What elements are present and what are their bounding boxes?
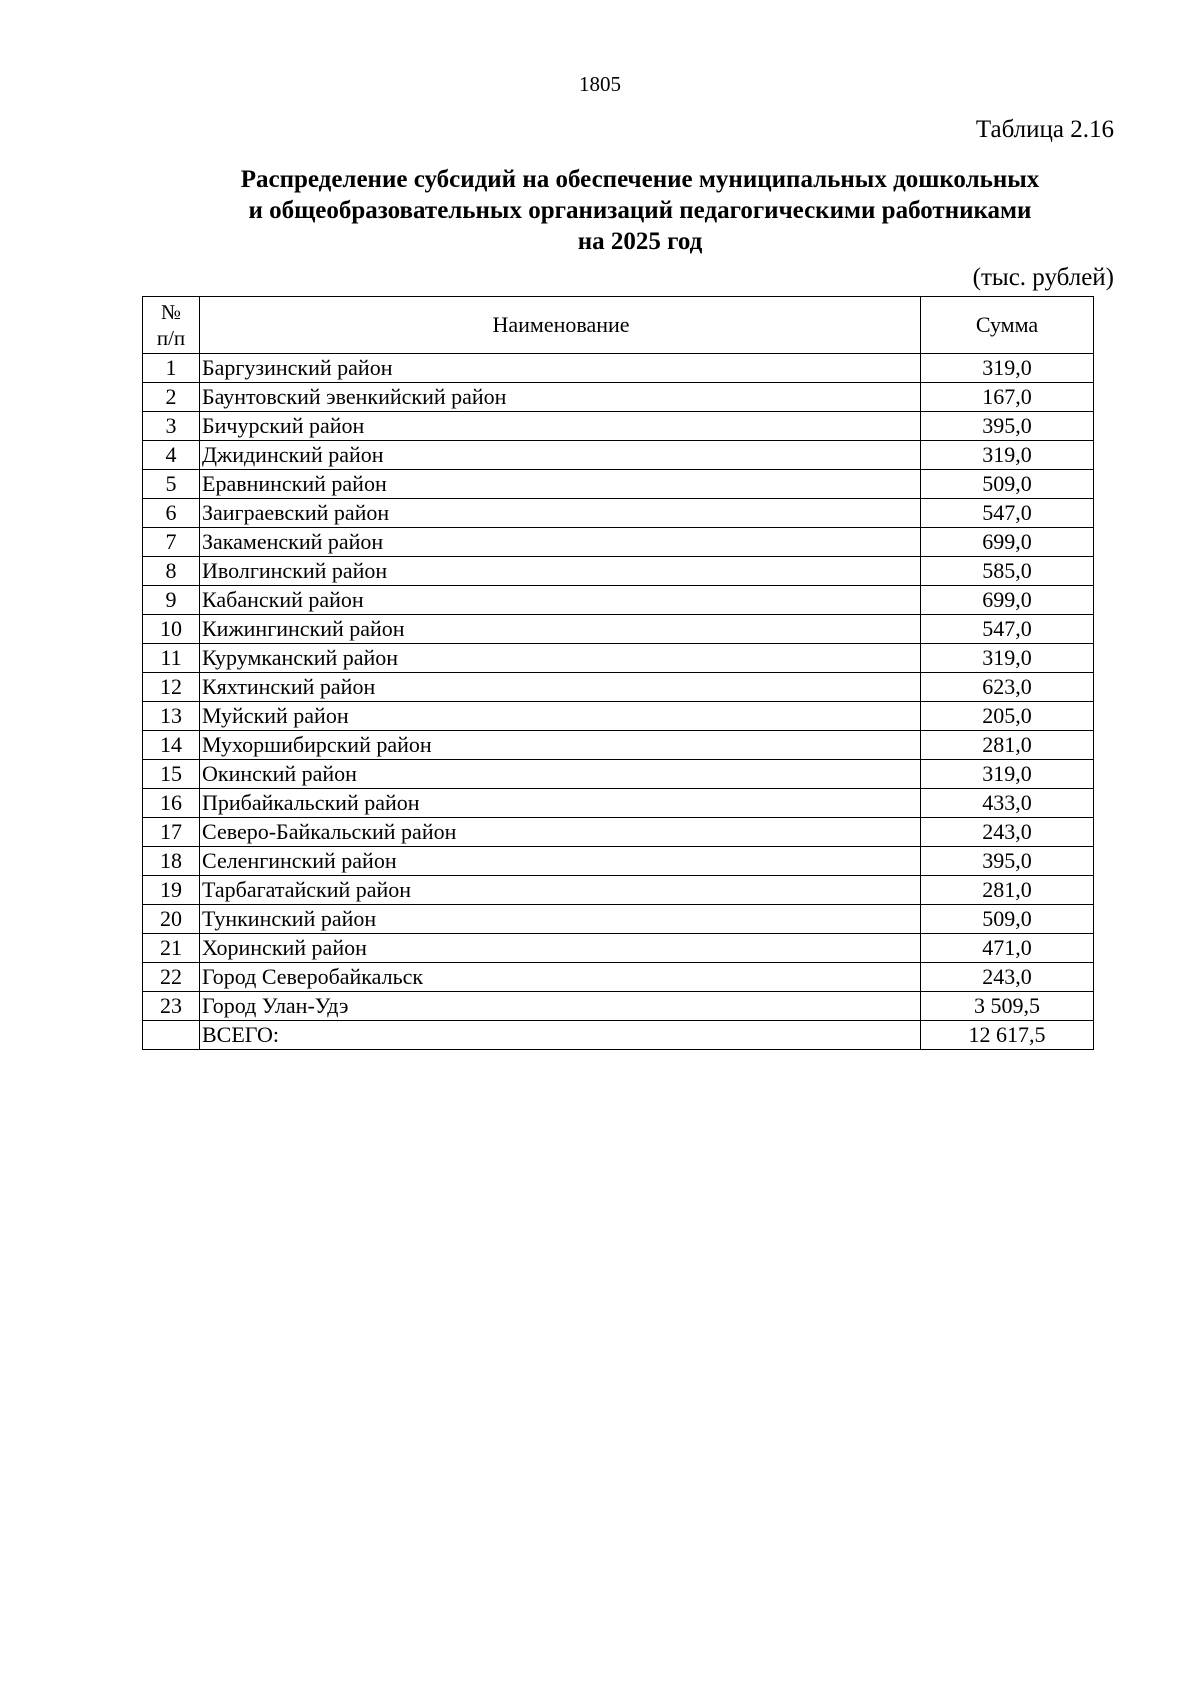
row-sum: 547,0 xyxy=(921,615,1094,644)
row-name: Кяхтинский район xyxy=(200,673,921,702)
row-name: Тункинский район xyxy=(200,905,921,934)
header-sum: Сумма xyxy=(921,297,1094,354)
title-line: Распределение субсидий на обеспечение муниципальных дошкольных xyxy=(240,166,1040,193)
row-name: Бичурский район xyxy=(200,412,921,441)
row-number: 12 xyxy=(143,673,200,702)
table-row xyxy=(143,760,1094,789)
table-row xyxy=(143,644,1094,673)
row-sum: 509,0 xyxy=(921,470,1094,499)
row-number: 15 xyxy=(143,760,200,789)
row-number: 14 xyxy=(143,731,200,760)
table-row xyxy=(143,963,1094,992)
row-number: 11 xyxy=(143,644,200,673)
row-number: 22 xyxy=(143,963,200,992)
row-sum: 281,0 xyxy=(921,731,1094,760)
row-sum: 623,0 xyxy=(921,673,1094,702)
row-name: Прибайкальский район xyxy=(200,789,921,818)
document-title xyxy=(140,164,1140,257)
row-number: 8 xyxy=(143,557,200,586)
row-name: ВСЕГО: xyxy=(200,1021,921,1050)
table-row xyxy=(143,905,1094,934)
table-row xyxy=(143,470,1094,499)
row-number: 20 xyxy=(143,905,200,934)
row-number: 13 xyxy=(143,702,200,731)
table-row xyxy=(143,818,1094,847)
row-number: 1 xyxy=(143,354,200,383)
row-sum: 395,0 xyxy=(921,412,1094,441)
row-number: 4 xyxy=(143,441,200,470)
title-line: на 2025 год xyxy=(577,228,703,255)
row-number: 23 xyxy=(143,992,200,1021)
row-number: 21 xyxy=(143,934,200,963)
row-number xyxy=(143,1021,200,1050)
row-name: Закаменский район xyxy=(200,528,921,557)
units-label: (тыс. рублей) xyxy=(972,264,1114,291)
row-sum: 319,0 xyxy=(921,441,1094,470)
row-number: 18 xyxy=(143,847,200,876)
table-row xyxy=(143,789,1094,818)
row-number: 19 xyxy=(143,876,200,905)
row-name: Муйский район xyxy=(200,702,921,731)
total-row xyxy=(143,1021,1094,1050)
row-sum: 319,0 xyxy=(921,760,1094,789)
header-num xyxy=(143,297,200,354)
table-row xyxy=(143,441,1094,470)
row-sum: 3 509,5 xyxy=(921,992,1094,1021)
row-number: 9 xyxy=(143,586,200,615)
row-number: 6 xyxy=(143,499,200,528)
row-sum: 12 617,5 xyxy=(921,1021,1094,1050)
row-name: Хоринский район xyxy=(200,934,921,963)
row-sum: 699,0 xyxy=(921,528,1094,557)
table-row xyxy=(143,615,1094,644)
row-sum: 167,0 xyxy=(921,383,1094,412)
row-sum: 281,0 xyxy=(921,876,1094,905)
row-sum: 547,0 xyxy=(921,499,1094,528)
row-number: 5 xyxy=(143,470,200,499)
row-name: Баунтовский эвенкийский район xyxy=(200,383,921,412)
row-name: Город Улан-Удэ xyxy=(200,992,921,1021)
row-name: Окинский район xyxy=(200,760,921,789)
table-row xyxy=(143,557,1094,586)
row-name: Иволгинский район xyxy=(200,557,921,586)
row-name: Тарбагатайский район xyxy=(200,876,921,905)
table-row xyxy=(143,731,1094,760)
header-num-abbr: п/п xyxy=(156,326,186,350)
page-number: 1805 xyxy=(579,72,621,96)
row-name: Кабанский район xyxy=(200,586,921,615)
row-number: 10 xyxy=(143,615,200,644)
row-name: Еравнинский район xyxy=(200,470,921,499)
row-number: 2 xyxy=(143,383,200,412)
table-row xyxy=(143,528,1094,557)
row-name: Джидинский район xyxy=(200,441,921,470)
row-name: Заиграевский район xyxy=(200,499,921,528)
table-row xyxy=(143,702,1094,731)
table-row xyxy=(143,354,1094,383)
table-row xyxy=(143,412,1094,441)
row-number: 16 xyxy=(143,789,200,818)
table-row xyxy=(143,876,1094,905)
row-sum: 395,0 xyxy=(921,847,1094,876)
table-label: Таблица 2.16 xyxy=(975,116,1114,143)
row-sum: 243,0 xyxy=(921,963,1094,992)
table-row xyxy=(143,499,1094,528)
row-sum: 319,0 xyxy=(921,354,1094,383)
row-sum: 699,0 xyxy=(921,586,1094,615)
table-header-row xyxy=(143,297,1094,354)
row-sum: 471,0 xyxy=(921,934,1094,963)
row-number: 3 xyxy=(143,412,200,441)
table-row xyxy=(143,847,1094,876)
table-row xyxy=(143,586,1094,615)
row-name: Северо-Байкальский район xyxy=(200,818,921,847)
row-name: Мухоршибирский район xyxy=(200,731,921,760)
table-body xyxy=(143,354,1094,1050)
row-sum: 433,0 xyxy=(921,789,1094,818)
header-num-symbol: № xyxy=(160,300,182,324)
row-sum: 205,0 xyxy=(921,702,1094,731)
table-row xyxy=(143,673,1094,702)
row-name: Селенгинский район xyxy=(200,847,921,876)
row-number: 17 xyxy=(143,818,200,847)
header-name: Наименование xyxy=(200,297,921,354)
subsidy-table xyxy=(142,296,1094,1050)
row-sum: 319,0 xyxy=(921,644,1094,673)
row-sum: 509,0 xyxy=(921,905,1094,934)
table-row xyxy=(143,383,1094,412)
row-number: 7 xyxy=(143,528,200,557)
row-sum: 243,0 xyxy=(921,818,1094,847)
row-name: Город Северобайкальск xyxy=(200,963,921,992)
row-name: Курумканский район xyxy=(200,644,921,673)
title-line: и общеобразовательных организаций педагогическими работниками xyxy=(248,197,1032,224)
row-name: Баргузинский район xyxy=(200,354,921,383)
table-row xyxy=(143,992,1094,1021)
table-row xyxy=(143,934,1094,963)
row-name: Кижингинский район xyxy=(200,615,921,644)
row-sum: 585,0 xyxy=(921,557,1094,586)
